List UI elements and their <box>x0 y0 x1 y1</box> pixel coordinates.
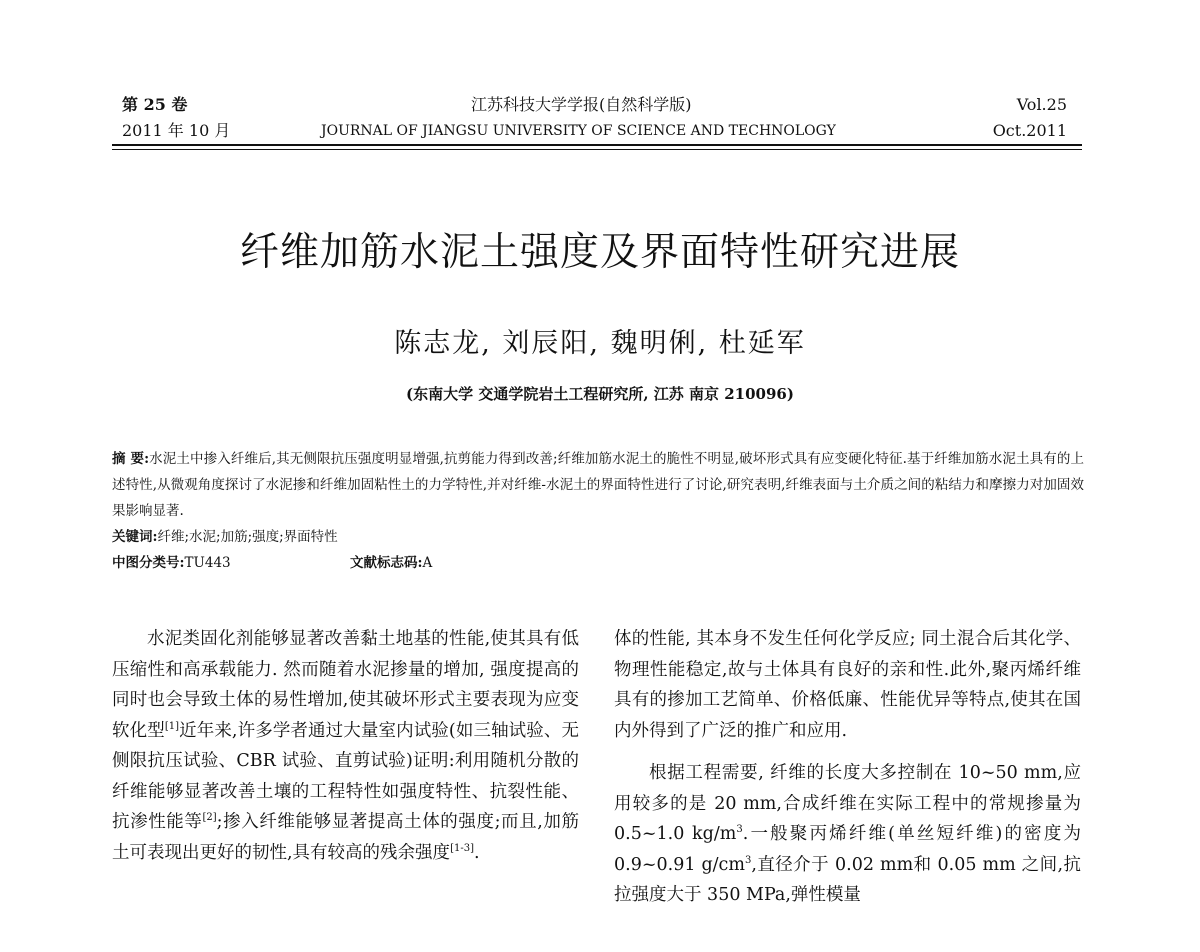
body-text: . <box>473 842 480 863</box>
body-paragraph <box>112 624 579 868</box>
superscript: 3 <box>744 854 752 866</box>
header-rule-thick <box>112 144 1082 146</box>
date-en: Oct.2011 <box>992 121 1067 140</box>
body-column-left <box>112 624 579 868</box>
doc-code <box>350 550 432 576</box>
abstract-text: 水泥土中掺入纤维后,其无侧限抗压强度明显增强,抗剪能力得到改善;纤维加筋水泥土的脆性不明显,破坏形式具有应变硬化特征.基于纤维加筋水泥土具有的上述特性,从微观角度探讨了水泥掺和纤维加固粘性土的力学特性,并对纤维-水泥土的界面特性进行了讨论,研究表明,纤维表面与土介质之间的粘结力和摩擦力对加固效果影响显著. <box>112 451 1085 519</box>
superscript: 3 <box>736 824 743 836</box>
article-authors: 陈志龙, 刘辰阳, 魏明俐, 杜延军 <box>394 328 806 359</box>
date-cn: 2011 年 10 月 <box>122 121 231 140</box>
abstract-label: 摘 要: <box>112 451 150 467</box>
citation: [1-3] <box>450 842 474 854</box>
classification-line <box>112 550 1084 576</box>
body-text: 水泥类固化剂能够显著改善黏土地基的性能,使其具有低压缩性和高承载能力. 然而随着水泥掺量的增加, 强度提高的同时也会导致土体的易性增加,使其破坏形式主要表现为应变软化型 <box>112 629 579 741</box>
body-paragraph: 体的性能, 其本身不发生任何化学反应; 同土混合后其化学、物理性能稳定,故与土体具有良好的亲和性.此外,聚丙烯纤维具有的掺加工艺简单、价格低廉、性能优异等特点,使其在国内外得到了广泛的推广和应用. <box>614 629 1081 741</box>
abstract-block <box>112 446 1084 576</box>
body-text: ,直径介于 0.02 mm和 0.05 mm 之间,抗拉强度大于 350 MPa,弹性模量 <box>614 854 1082 905</box>
body-text: ;掺入纤维能够显著提高土体的强度;而且,加筋土可表现出更好的韧性,具有较高的残余强度 <box>112 812 580 863</box>
article-title: 纤维加筋水泥土强度及界面特性研究进展 <box>239 230 960 275</box>
body-paragraph <box>614 758 1081 911</box>
body-column-right <box>614 624 1081 911</box>
keywords-text: 纤维;水泥;加筋;强度;界面特性 <box>157 529 338 545</box>
clc-value: TU443 <box>184 555 231 571</box>
citation: [1] <box>164 720 179 732</box>
body-text: 近年来,许多学者通过大量室内试验(如三轴试验、无侧限抗压试验、CBR 试验、直剪试验)证明:利用随机分散的纤维能够显著改善土壤的工程特性如强度特性、抗裂性能、抗渗性能等 <box>112 720 579 832</box>
clc-code <box>112 555 231 571</box>
header-rule-thin <box>112 149 1082 150</box>
volume-en: Vol.25 <box>1016 95 1067 114</box>
journal-title-en: JOURNAL OF JIANGSU UNIVERSITY OF SCIENCE AND TECHNOLOGY <box>321 123 836 139</box>
citation: [2] <box>202 812 217 824</box>
clc-label: 中图分类号: <box>112 555 185 571</box>
body-text: 根据工程需要, 纤维的长度大多控制在 10~50 mm,应用较多的是 20 mm,合成纤维在实际工程中的常规掺量为 0.5~1.0 kg/m <box>614 763 1081 844</box>
doc-label: 文献标志码: <box>350 555 423 571</box>
article-affiliation: (东南大学 交通学院岩土工程研究所, 江苏 南京 210096) <box>406 385 794 403</box>
doc-value: A <box>422 555 433 571</box>
body-text: .一般聚丙烯纤维(单丝短纤维)的密度为 0.9~0.91 g/cm <box>614 824 1082 875</box>
keywords <box>112 524 1084 550</box>
journal-title-cn: 江苏科技大学学报(自然科学版) <box>471 95 692 114</box>
volume-cn: 第 25 卷 <box>122 95 188 114</box>
abstract <box>112 446 1084 524</box>
keywords-label: 关键词: <box>112 529 158 545</box>
